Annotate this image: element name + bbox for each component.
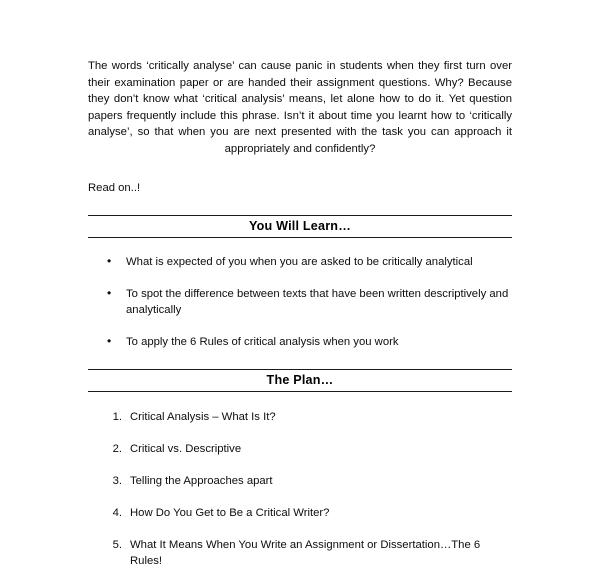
section-heading-you-will-learn: You Will Learn…	[88, 215, 512, 238]
the-plan-list	[88, 409, 512, 569]
list-item: How Do You Get to Be a Critical Writer?	[130, 507, 330, 519]
list-item: • What is expected of you when you are asked to be critically analytical	[104, 254, 512, 270]
list-item: • To apply the 6 Rules of critical analysis when you work	[104, 334, 512, 350]
document-content	[88, 58, 512, 569]
read-on-text: Read on..!	[88, 182, 141, 194]
section-heading-the-plan: The Plan…	[88, 369, 512, 392]
list-item: Critical vs. Descriptive	[130, 443, 242, 455]
list-item: What It Means When You Write an Assignment or Dissertation…The 6 Rules!	[130, 539, 481, 567]
list-item: Critical Analysis – What Is It?	[130, 411, 276, 423]
list-item: • To spot the difference between texts that have been written descriptively and analytically	[104, 286, 512, 318]
list-item: Telling the Approaches apart	[130, 475, 273, 487]
you-will-learn-list	[88, 254, 512, 350]
intro-paragraph: The words ‘critically analyse’ can cause panic in students when they first turn over their examination paper or are handed their assignment questions. Why? Because they don’t know what ‘critical analysis’ means, let alone how to do it. Yet question papers frequently include this phrase. Isn’t it about time you learnt how to ‘critically analyse’, so that when you are next presented with the task you can approach it appropriately and confidently?	[88, 60, 512, 155]
